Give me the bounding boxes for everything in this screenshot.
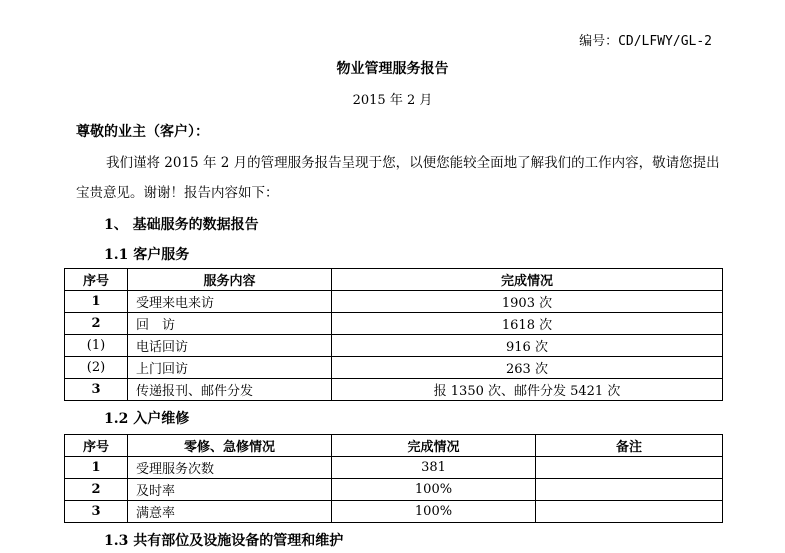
repair-item: 满意率 — [128, 501, 332, 523]
header-cell: 序号 — [65, 269, 128, 291]
report-date: 2015 年 2 月 — [352, 93, 433, 108]
completion: 263 次 — [332, 357, 723, 379]
customer-service-table — [64, 268, 723, 401]
completion: 381 — [332, 457, 536, 479]
table-row — [65, 457, 723, 479]
header-cell: 序号 — [65, 435, 128, 457]
repair-item: 受理服务次数 — [128, 457, 332, 479]
completion: 1618 次 — [332, 313, 723, 335]
section-heading-1-2: 1.2 入户维修 — [104, 411, 190, 427]
table-row — [65, 501, 723, 523]
table-row — [65, 335, 723, 357]
row-index: 2 — [65, 313, 128, 335]
service-item: 传递报刊、邮件分发 — [128, 379, 332, 401]
completion: 100% — [332, 501, 536, 523]
header-cell: 完成情况 — [332, 269, 723, 291]
table-row — [65, 357, 723, 379]
table-row — [65, 313, 723, 335]
header-cell: 备注 — [536, 435, 723, 457]
row-index: 3 — [65, 501, 128, 523]
row-index: (2) — [65, 357, 128, 379]
row-index: 3 — [65, 379, 128, 401]
document-number: 编号：CD/LFWY/GL-2 — [579, 34, 712, 49]
completion: 报 1350 次、邮件分发 5421 次 — [332, 379, 723, 401]
table-row — [65, 291, 723, 313]
remark — [536, 479, 723, 501]
remark — [536, 501, 723, 523]
header-cell: 零修、急修情况 — [128, 435, 332, 457]
row-index: (1) — [65, 335, 128, 357]
table-row — [65, 379, 723, 401]
remark — [536, 457, 723, 479]
salutation: 尊敬的业主（客户）： — [76, 124, 209, 140]
row-index: 2 — [65, 479, 128, 501]
service-item: 受理来电来访 — [128, 291, 332, 313]
service-item: 电话回访 — [128, 335, 332, 357]
completion: 916 次 — [332, 335, 723, 357]
section-heading-1-1: 1.1 客户服务 — [104, 247, 190, 263]
report-title: 物业管理服务报告 — [336, 61, 449, 77]
header-cell: 服务内容 — [128, 269, 332, 291]
table-header-row — [65, 435, 723, 457]
intro-paragraph: 我们谨将 2015 年 2 月的管理服务报告呈现于您，以便您能较全面地了解我们的工作内容，敬请您提出宝贵意见。谢谢！报告内容如下： — [76, 155, 720, 201]
completion: 1903 次 — [332, 291, 723, 313]
section-heading-1-3: 1.3 共有部位及设施设备的管理和维护 — [104, 533, 344, 549]
repair-table — [64, 434, 723, 523]
repair-item: 及时率 — [128, 479, 332, 501]
service-item: 回 访 — [128, 313, 332, 335]
table-header-row — [65, 269, 723, 291]
row-index: 1 — [65, 457, 128, 479]
service-item: 上门回访 — [128, 357, 332, 379]
header-cell: 完成情况 — [332, 435, 536, 457]
row-index: 1 — [65, 291, 128, 313]
table-row — [65, 479, 723, 501]
completion: 100% — [332, 479, 536, 501]
section-heading-1: 1、 基础服务的数据报告 — [104, 217, 259, 233]
